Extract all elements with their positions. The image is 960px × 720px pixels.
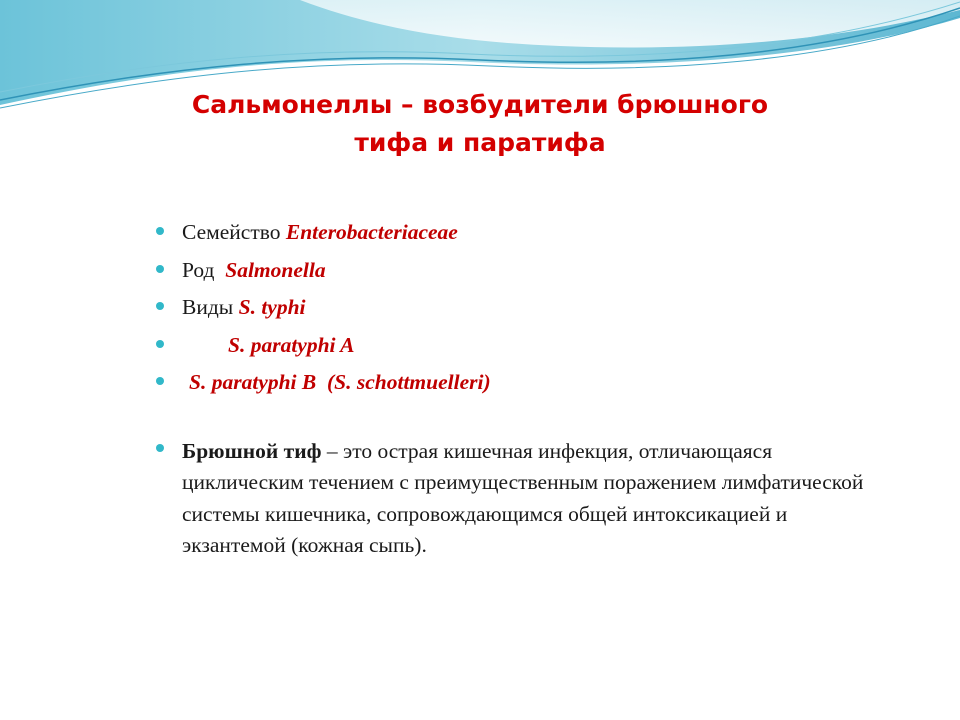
list-item <box>152 214 872 252</box>
list-item <box>152 364 872 402</box>
bullet-icon <box>156 265 164 273</box>
bullet-icon <box>156 444 164 452</box>
list-item <box>152 289 872 327</box>
bullet-icon <box>156 377 164 385</box>
item-term: Enterobacteriaceae <box>285 220 458 244</box>
spacer <box>152 402 872 432</box>
bullet-icon <box>156 227 164 235</box>
item-term: S. paratyphi B (S. schottmuelleri) <box>189 370 491 394</box>
item-label: Виды <box>182 295 239 319</box>
bullet-icon <box>156 340 164 348</box>
bullet-list <box>152 214 872 562</box>
slide-title-line-2: тифа и паратифа <box>354 128 606 157</box>
list-item <box>152 252 872 290</box>
slide-title <box>90 86 870 162</box>
definition-item <box>152 432 872 562</box>
item-term: S. paratyphi A <box>228 332 355 357</box>
item-term: Salmonella <box>225 257 326 282</box>
item-label: Семейство <box>182 220 286 244</box>
item-term: S. typhi <box>238 295 306 319</box>
definition-term: Брюшной тиф <box>182 438 322 463</box>
list-item <box>152 327 872 365</box>
item-label: Род <box>182 257 226 282</box>
slide-title-line-1: Сальмонеллы – возбудители брюшного <box>191 90 769 119</box>
bullet-icon <box>156 302 164 310</box>
definition-text: – это острая кишечная инфекция, отличающаяся циклическим течением с преимущественным поражением лимфатической системы кишечника, сопровождающимся общей интоксикацией и экзантемой (кожная сыпь). <box>182 438 864 557</box>
